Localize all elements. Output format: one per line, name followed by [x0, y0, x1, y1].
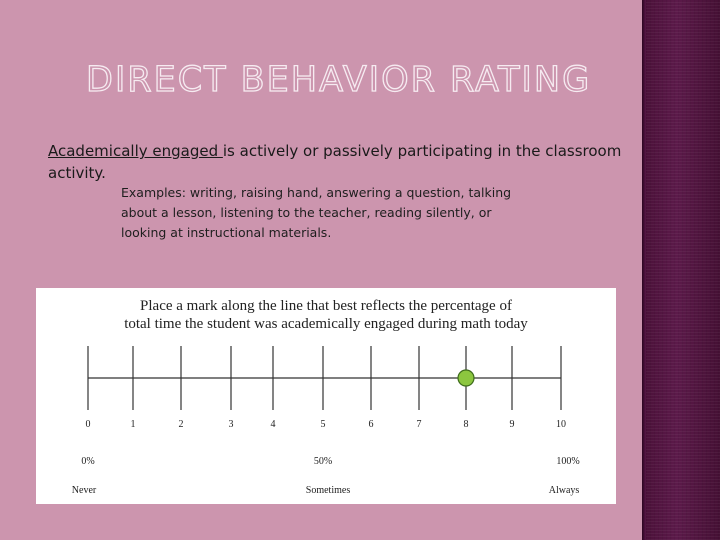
rating-scale-graphic — [36, 288, 616, 504]
side-strip-edge — [642, 0, 646, 540]
scale-tick-label-5: 5 — [320, 419, 326, 430]
scale-tick-label-8: 8 — [463, 419, 469, 430]
anchor-label-sometimes: Sometimes — [305, 485, 351, 496]
percent-label-high: 100% — [556, 456, 580, 467]
definition-text — [48, 140, 628, 184]
scale-tick-label-7: 7 — [416, 419, 422, 430]
scale-instruction-line-2: total time the student was academically engaged during math today — [124, 316, 528, 332]
anchor-label-never: Never — [71, 485, 97, 496]
scale-tick-label-10: 10 — [556, 419, 566, 430]
scale-tick-label-2: 2 — [178, 419, 184, 430]
definition-body: is actively or passively participating in the classroom activity. — [48, 142, 622, 182]
rating-scale-image — [36, 288, 616, 504]
scale-tick-labels — [86, 419, 567, 430]
anchor-label-always: Always — [548, 485, 580, 496]
scale-tick-label-0: 0 — [85, 419, 91, 430]
scale-tick-label-9: 9 — [509, 419, 515, 430]
decorative-side-strip — [642, 0, 720, 540]
percent-label-mid: 50% — [313, 456, 333, 467]
scale-instruction-line-1: Place a mark along the line that best reflects the percentage of — [140, 298, 512, 314]
examples-text: Examples: writing, raising hand, answering a question, talking about a lesson, listening to the teacher, reading silently, or looking at instructional materials. — [121, 185, 512, 240]
selected-rating-marker — [458, 370, 474, 386]
percent-label-low: 0% — [81, 456, 95, 467]
scale-tick-label-6: 6 — [368, 419, 374, 430]
scale-tick-label-1: 1 — [130, 419, 136, 430]
scale-tick-label-3: 3 — [228, 419, 234, 430]
scale-tick-label-4: 4 — [270, 419, 276, 430]
slide-title: DIRECT BEHAVIOR RATING — [86, 60, 592, 100]
definition-term: Academically engaged — [48, 142, 223, 160]
